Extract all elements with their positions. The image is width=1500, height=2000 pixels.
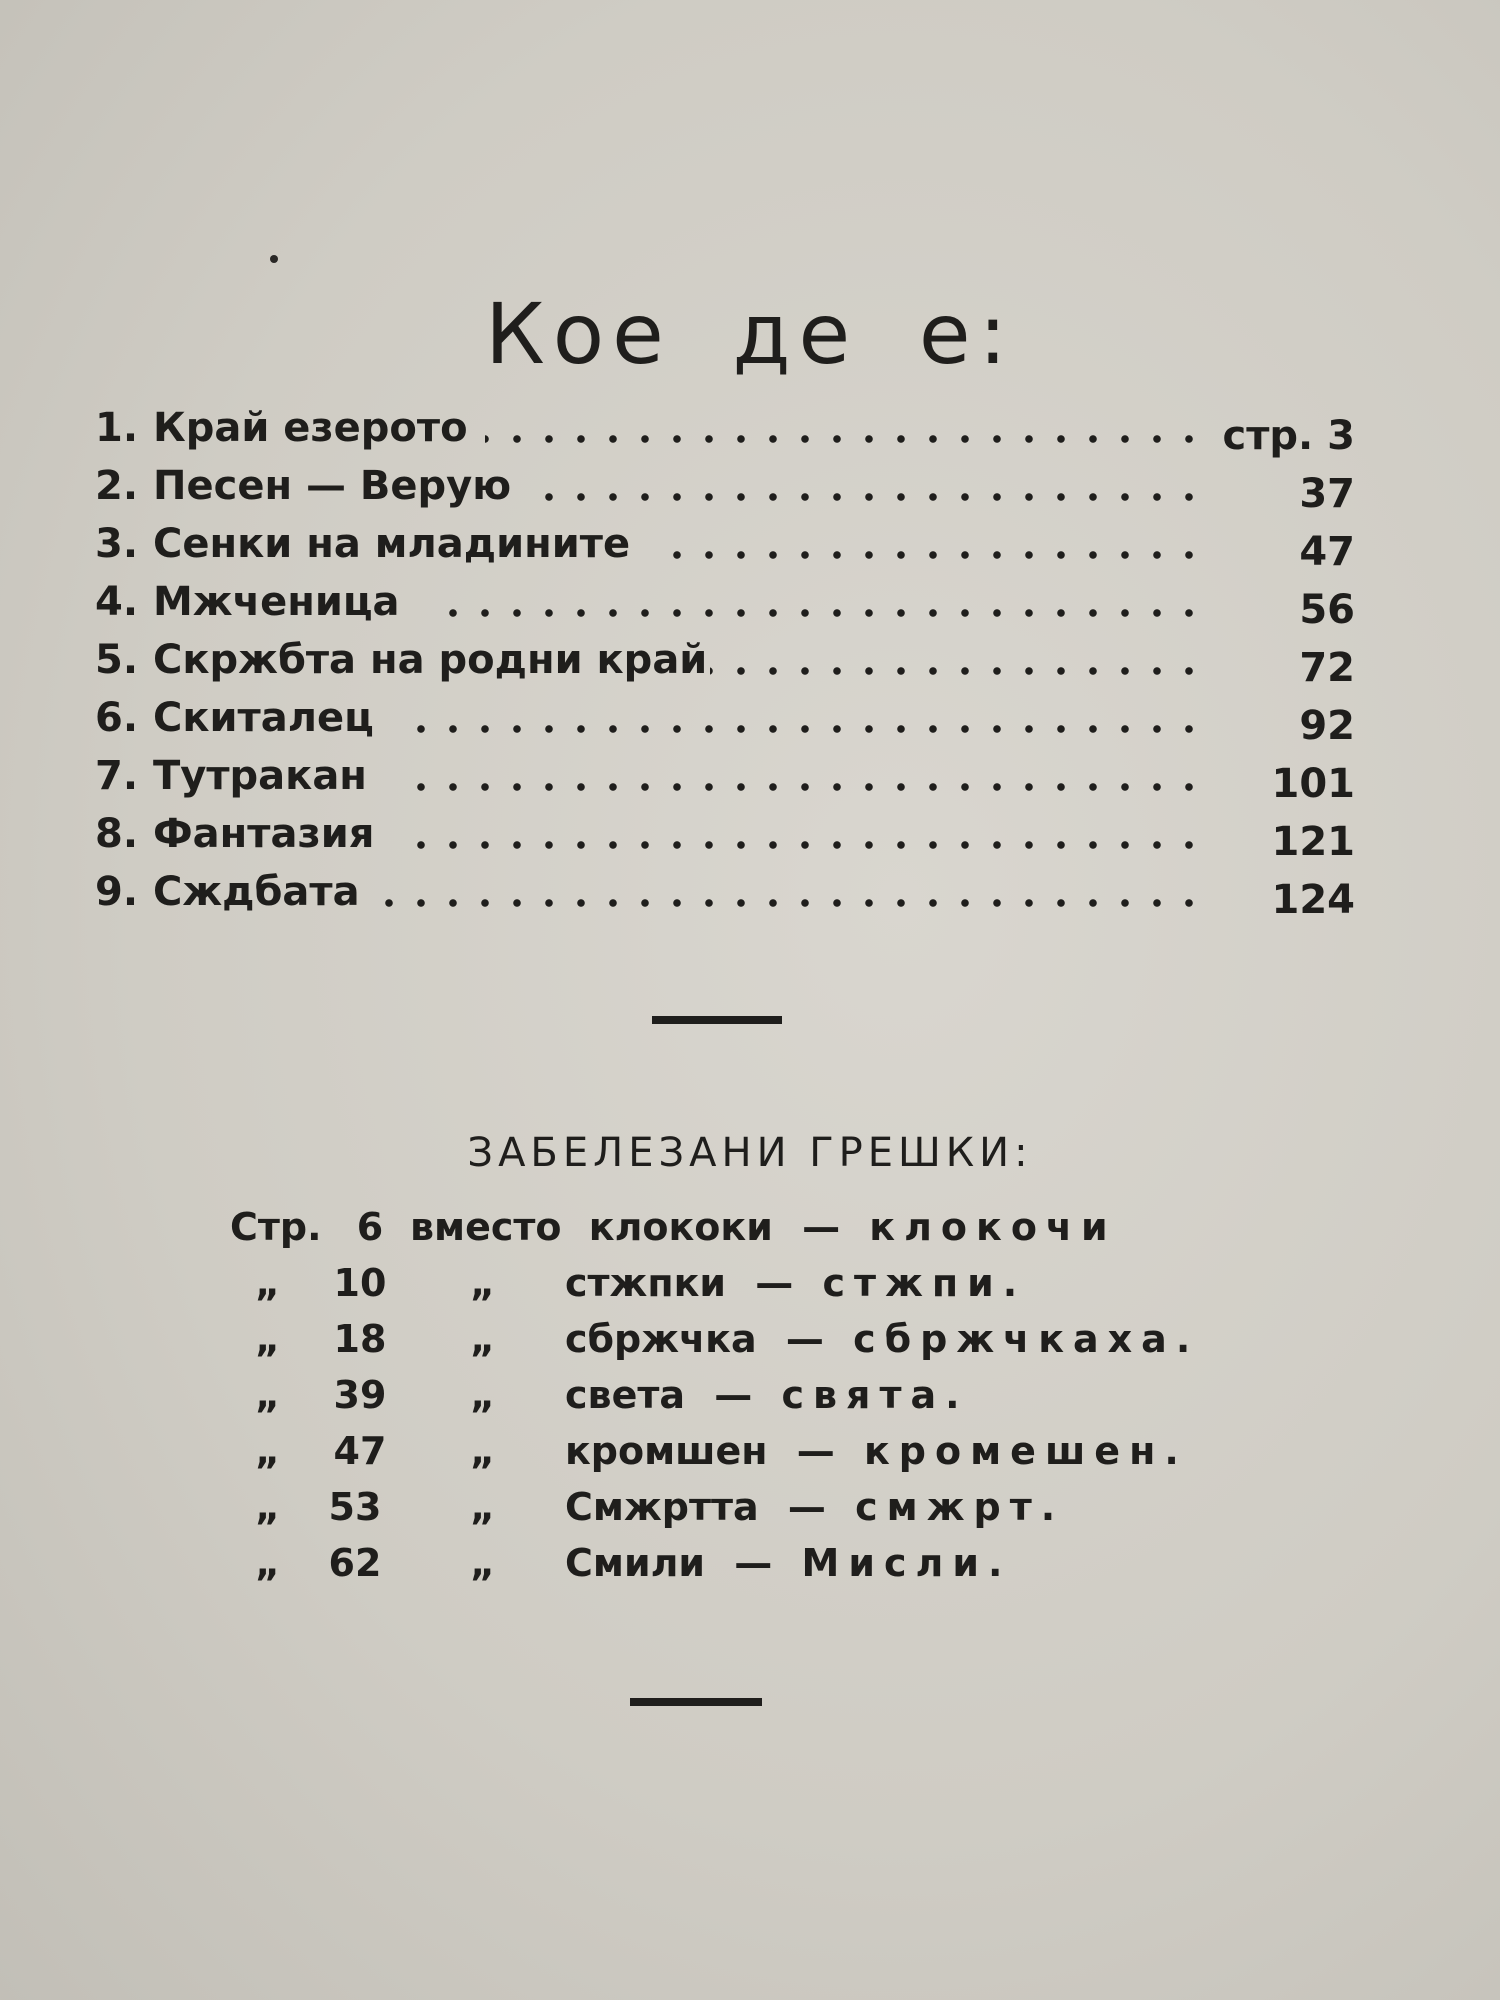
- errata-dash: —: [787, 1485, 826, 1529]
- toc-leader-dots: [405, 721, 1205, 737]
- toc-entry: [95, 463, 1355, 521]
- toc-leader-dots: [485, 431, 1205, 447]
- errata-correct: кромешен.: [864, 1429, 1188, 1473]
- errata-correct: сбржчкаха.: [853, 1317, 1200, 1361]
- errata-ditto: „: [255, 1373, 280, 1417]
- errata-correction: [565, 1261, 1026, 1305]
- toc-leader-dots: [530, 489, 1205, 505]
- toc-leader-dots: [395, 779, 1205, 795]
- errata-instead: вместо: [410, 1205, 562, 1249]
- toc-page: 92: [1299, 703, 1355, 749]
- errata-ditto: „: [255, 1429, 280, 1473]
- errata-page: 10: [333, 1261, 387, 1305]
- errata-correct: свята.: [781, 1373, 969, 1417]
- errata-correct: стжпи.: [822, 1261, 1027, 1305]
- toc-title: Фантазия: [153, 811, 375, 857]
- toc-leader-dots: [710, 663, 1205, 679]
- errata-ditto: „: [470, 1261, 495, 1305]
- toc-entry: [95, 405, 1355, 463]
- toc-page: 47: [1299, 529, 1355, 575]
- errata-correct: клокочи: [869, 1205, 1117, 1249]
- toc-leader-dots: [425, 605, 1205, 621]
- errata-correct: смжрт.: [855, 1485, 1065, 1529]
- toc-page: 121: [1271, 819, 1355, 865]
- toc-number: 1.: [95, 405, 139, 451]
- toc-title: Сенки на младините: [153, 521, 631, 567]
- errata-row: [230, 1541, 1230, 1597]
- toc-number: 2.: [95, 463, 139, 509]
- errata-ditto: „: [470, 1373, 495, 1417]
- toc-title: Мжченица: [153, 579, 400, 625]
- ink-speck: [270, 255, 278, 263]
- errata-page: 39: [333, 1373, 387, 1417]
- toc-page: стр. 3: [1222, 413, 1355, 459]
- toc-title: Песен — Верую: [153, 463, 512, 509]
- errata-dash: —: [755, 1261, 794, 1305]
- page-title: Кое де е:: [485, 285, 1015, 383]
- errata-list: [230, 1205, 1230, 1597]
- toc-number: 9.: [95, 869, 139, 915]
- errata-wrong: сбржчка: [565, 1317, 757, 1361]
- errata-row: [230, 1373, 1230, 1429]
- errata-wrong: света: [565, 1373, 686, 1417]
- errata-ditto: „: [255, 1541, 280, 1585]
- toc-entry: [95, 637, 1355, 695]
- toc-entry: [95, 811, 1355, 869]
- toc-leader-dots: [655, 547, 1205, 563]
- toc-leader-dots: [385, 895, 1205, 911]
- errata-row: [230, 1485, 1230, 1541]
- section-divider: [630, 1698, 762, 1706]
- toc-number: 4.: [95, 579, 139, 625]
- errata-ditto: „: [255, 1261, 280, 1305]
- section-divider: [652, 1016, 782, 1024]
- errata-ditto: „: [255, 1317, 280, 1361]
- toc-page: 124: [1271, 877, 1355, 923]
- toc-number: 3.: [95, 521, 139, 567]
- errata-correction: [565, 1541, 1011, 1585]
- errata-ditto: „: [470, 1429, 495, 1473]
- errata-ditto: „: [470, 1485, 495, 1529]
- toc-title: Тутракан: [153, 753, 367, 799]
- toc-page: 72: [1299, 645, 1355, 691]
- errata-wrong: Смили: [565, 1541, 706, 1585]
- toc-entry: [95, 753, 1355, 811]
- toc-title: Сждбата: [153, 869, 360, 915]
- errata-wrong: кромшен: [565, 1429, 768, 1473]
- toc-title: Скиталец: [153, 695, 374, 741]
- errata-dash: —: [796, 1429, 835, 1473]
- errata-row: [230, 1429, 1230, 1485]
- errata-ditto: „: [255, 1485, 280, 1529]
- toc-entry: [95, 579, 1355, 637]
- errata-page: 47: [333, 1429, 387, 1473]
- toc-page: 37: [1299, 471, 1355, 517]
- errata-wrong: стжпки: [565, 1261, 727, 1305]
- errata-dash: —: [785, 1317, 824, 1361]
- toc-number: 5.: [95, 637, 139, 683]
- toc-number: 7.: [95, 753, 139, 799]
- errata-heading: ЗАБЕЛЕЗАНИ ГРЕШКИ:: [467, 1130, 1033, 1176]
- errata-page: 53: [328, 1485, 382, 1529]
- toc-entry: [95, 521, 1355, 579]
- errata-page: 18: [333, 1317, 387, 1361]
- errata-instead-word: [410, 1205, 1117, 1249]
- toc-number: 8.: [95, 811, 139, 857]
- errata-row: [230, 1205, 1230, 1261]
- toc-leader-dots: [395, 837, 1205, 853]
- errata-dash: —: [802, 1205, 841, 1249]
- errata-row: [230, 1261, 1230, 1317]
- errata-correction: [565, 1485, 1064, 1529]
- errata-page: 6: [356, 1205, 384, 1249]
- errata-dash: —: [734, 1541, 773, 1585]
- errata-row: [230, 1317, 1230, 1373]
- errata-correct: Мисли.: [801, 1541, 1012, 1585]
- errata-correction: [565, 1317, 1199, 1361]
- errata-page: 62: [328, 1541, 382, 1585]
- errata-correction: [565, 1373, 969, 1417]
- toc-number: 6.: [95, 695, 139, 741]
- toc-entry: [95, 695, 1355, 753]
- errata-correction: [565, 1429, 1188, 1473]
- errata-wrong: Смжртта: [565, 1485, 759, 1529]
- toc-title: Край езерото: [153, 405, 468, 451]
- errata-dash: —: [714, 1373, 753, 1417]
- toc-entry: [95, 869, 1355, 927]
- table-of-contents: [95, 405, 1355, 927]
- errata-ditto: „: [470, 1317, 495, 1361]
- toc-title: Скржбта на родни край: [153, 637, 708, 683]
- errata-ditto: „: [470, 1541, 495, 1585]
- errata-wrong: клококи: [588, 1205, 773, 1249]
- toc-page: 101: [1271, 761, 1355, 807]
- toc-page: 56: [1299, 587, 1355, 633]
- errata-lead: Стр.: [230, 1205, 322, 1249]
